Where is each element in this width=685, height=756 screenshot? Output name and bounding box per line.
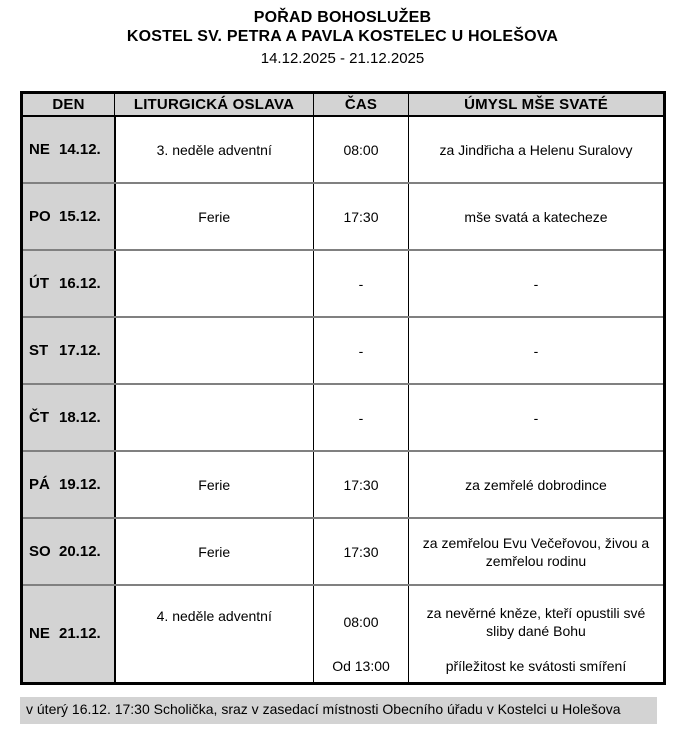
footer-note-text: v úterý 16.12. 17:30 Scholička, sraz v zasedací místnosti Obecního úřadu v Kostelci u Holešova: [26, 701, 621, 717]
celebration-cell: Ferie: [115, 518, 314, 585]
time-cell: -: [314, 384, 409, 451]
header-umysl-mse-svate: ÚMYSL MŠE SVATÉ: [409, 93, 665, 117]
celebration-cell: [115, 317, 314, 384]
day-cell: [22, 518, 115, 585]
day-date: 16.12.: [59, 274, 101, 292]
intention-entry-2: příležitost ke svátosti smíření: [445, 658, 627, 674]
day-abbr: ST: [29, 341, 49, 359]
schedule-table: [20, 91, 666, 685]
time-cell: [314, 585, 409, 684]
day-cell: [22, 250, 115, 317]
celebration-cell: 3. neděle adventní: [115, 116, 314, 183]
day-cell: [22, 183, 115, 250]
celebration-cell: Ferie: [115, 183, 314, 250]
header-den: DEN: [22, 93, 115, 117]
celebration-cell: [115, 384, 314, 451]
header-liturgicka-oslava: LITURGICKÁ OSLAVA: [115, 93, 314, 117]
table-row: [22, 585, 665, 684]
footer-note: [20, 697, 657, 724]
date-range: 14.12.2025 - 21.12.2025: [260, 50, 425, 67]
intention-cell: [409, 585, 665, 684]
table-row: [22, 518, 665, 585]
day-date: 17.12.: [59, 341, 101, 359]
day-abbr: PÁ: [29, 475, 50, 493]
celebration-cell: [115, 250, 314, 317]
day-cell: [22, 384, 115, 451]
document-header: [0, 0, 685, 68]
time-cell: 17:30: [314, 183, 409, 250]
time-cell: 17:30: [314, 451, 409, 518]
day-date: 14.12.: [59, 140, 101, 158]
page-subtitle: KOSTEL SV. PETRA A PAVLA KOSTELEC U HOLEŠOVA: [126, 28, 559, 45]
table-row: [22, 317, 665, 384]
intention-cell: -: [409, 317, 665, 384]
day-cell: [22, 585, 115, 684]
time-entry-2: Od 13:00: [332, 658, 390, 674]
day-abbr: SO: [29, 542, 51, 560]
day-date: 20.12.: [59, 542, 101, 560]
time-entry-1: 08:00: [343, 613, 379, 630]
intention-cell: mše svatá a katecheze: [409, 183, 665, 250]
day-date: 21.12.: [59, 625, 101, 642]
day-abbr: PO: [29, 207, 51, 225]
day-abbr: NE: [29, 140, 50, 158]
celebration-cell: 4. neděle adventní: [115, 585, 314, 684]
intention-cell: za zemřelé dobrodince: [409, 451, 665, 518]
time-cell: -: [314, 317, 409, 384]
day-abbr: ÚT: [29, 274, 49, 292]
time-cell: 17:30: [314, 518, 409, 585]
day-cell: [22, 451, 115, 518]
table-row: [22, 250, 665, 317]
page-title: POŘAD BOHOSLUŽEB: [253, 9, 432, 26]
header-cas: ČAS: [314, 93, 409, 117]
day-cell: [22, 317, 115, 384]
table-header-row: [22, 93, 665, 117]
day-cell: [22, 116, 115, 183]
intention-cell: za Jindřicha a Helenu Suralovy: [409, 116, 665, 183]
table-row: [22, 116, 665, 183]
time-cell: -: [314, 250, 409, 317]
day-abbr: NE: [29, 625, 50, 642]
intention-entry-1: za nevěrné kněze, kteří opustili své sliby dané Bohu: [426, 604, 646, 639]
intention-cell: -: [409, 384, 665, 451]
table-row: [22, 183, 665, 250]
day-date: 15.12.: [59, 207, 101, 225]
time-cell: 08:00: [314, 116, 409, 183]
intention-cell: za zemřelou Evu Večeřovou, živou a zemřelou rodinu: [409, 518, 665, 585]
table-row: [22, 451, 665, 518]
day-date: 18.12.: [59, 408, 101, 426]
table-row: [22, 384, 665, 451]
day-date: 19.12.: [59, 475, 101, 493]
intention-cell: -: [409, 250, 665, 317]
celebration-cell: Ferie: [115, 451, 314, 518]
day-abbr: ČT: [29, 408, 49, 426]
